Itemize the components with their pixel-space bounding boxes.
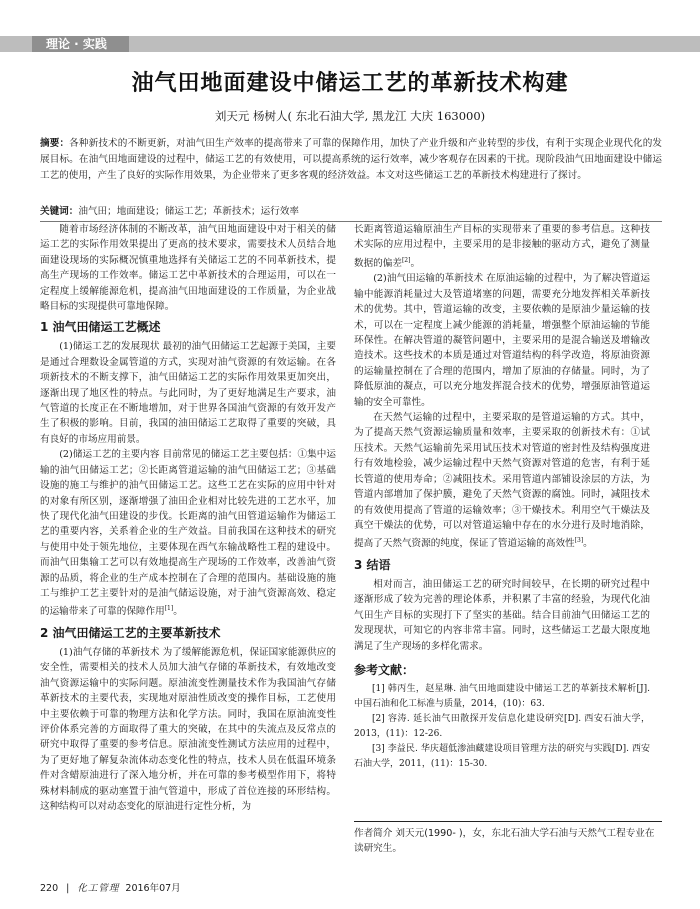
reference-item: [3] 李益民. 华庆超低渗油藏建设项目管理方法的研究与实践[D]. 西安石油大学，2011，(11)：15-30. <box>354 743 650 769</box>
author-bio: 作者简介 刘天元(1990- )，女，东北石油大学石油与天然气工程专业在读研究生。 <box>354 828 655 854</box>
section-heading-3: 3 结语 <box>354 557 391 572</box>
footer-separator: | <box>66 883 70 894</box>
citation-1: [1] <box>164 605 174 613</box>
keywords <box>40 204 662 219</box>
paragraph-1-2 <box>40 447 336 620</box>
reference-item: [1] 韩丙生，赵星琳. 油气田地面建设中储运工艺的革新技术解析[J]. 中国石油和化工标准与质量，2014，(10)：63. <box>354 683 650 709</box>
paragraph-2-3 <box>354 410 650 552</box>
paragraph-1-1: (1)储运工艺的发展现状 最初的油气田储运工艺起源于美国，主要是通过合理数设金属管道的方式，实现对油气资源的有效运输。在各项新技术的不断支撑下，油气田储运工艺的实际作用效果更加突出，逐渐出现了地区性的特点。与此同时，为了更好地满足生产要求，油气管道的长度正在不断地增加，对于世界各国油气资源的有效开发产生了积极的影响。目前，我国的油田储运工艺取得了重要的突破，具有良好的市场应用前景。 <box>40 341 336 445</box>
section-heading-2: 2 油气田储运工艺的主要革新技术 <box>40 625 221 640</box>
keywords-text: 油气田；地面建设；储运工艺；革新技术；运行效率 <box>78 206 300 217</box>
keywords-label: 关键词： <box>40 206 79 217</box>
author-bio-divider <box>354 821 662 822</box>
continued-paragraph-tail: 。 <box>410 258 421 269</box>
right-column <box>354 222 650 772</box>
reference-item: [2] 容涛. 延长油气田散探开发信息化建设研究[D]. 西安石油大学，2013，(11)：12-26. <box>354 713 650 739</box>
citation-2: [2] <box>401 256 411 264</box>
left-column <box>40 222 336 814</box>
paragraph-2-3-tail: 。 <box>583 538 593 550</box>
intro-paragraph: 随着市场经济体制的不断改革，油气田地面建设中对于相关的储运工艺的实际作用效果提出了更高的技术要求，需要技术人员结合地面建设现场的实际概况慎重地选择有关储运工艺的不同革新技术，提高生产现场的工作效率。储运工艺中革新技术的合理运用，可以在一定程度上缓解能源危机，提高油气田地面建设的工作质量，为企业战略目标的实现提供可靠地保障。 <box>40 224 336 313</box>
article-title: 油气田地面建设中储运工艺的革新技术构建 <box>131 71 569 96</box>
paragraph-2-1: (1)油气存储的革新技术 为了缓解能源危机，保证国家能源供应的安全性，需要相关的技术人员加大油气存储的革新技术，有效地改变油气资源运输中的实际问题。原油流变性测量技术作为我国油气存储革新技术的主要代表，实现地对原油性质改变的操作目标，工艺使用中主要依赖于可靠的物理方法和化学方法。同时，我国在原油流变性评价体系完善的方面取得了重大的突破，在其中的失流点及反常点的研究中取得了重要的参考信息。原油流变性测试方法应用的过程中，为了更好地了解复杂流体动态变化性的特点，技术人员在低温环境条件对含蜡原油进行了深入地分析，并在可靠的参考模型作用下，将特殊材料制成的驱动塞置于油气管道中，形成了首位连接的环形结构。这种结构可以对动态变化的原油进行定性分析，为 <box>40 646 336 812</box>
article-authors: 刘天元 杨树人( 东北石油大学, 黑龙江 大庆 163000) <box>214 109 486 123</box>
references-heading: 参考文献： <box>354 662 415 677</box>
abstract <box>40 136 662 183</box>
paragraph-2-3-text: 在天然气运输的过程中，主要采取的是管道运输的方式。其中，为了提高天然气资源运输质量和效率，主要采取的创新技术有：①试压技术。天然气运输前先采用试压技术对管道的密封性及结构强度进行有效地检验，减少运输过程中天然气资源对管道的危害，有利于延长管道的使用寿命；②减阻技术。采用管道内部铺设涂层的方法，为管道内部增加了保护膜，避免了天然气资源的腐蚀。同时，减阻技术的有效使用提高了管道的运输效率；③干燥技术。利用空气干燥法及真空干燥法的优势，可以对管道运输中存在的水分进行及时地消除，提高了天然气资源的纯度，保证了管道运输的高效性 <box>354 412 650 550</box>
section-tab: 理论 · 实践 <box>32 36 129 52</box>
issue-date: 2016年07月 <box>125 883 181 894</box>
page-number: 220 <box>40 883 59 894</box>
citation-3: [3] <box>574 537 584 545</box>
paragraph-1-2-tail: 。 <box>173 606 183 618</box>
conclusion-paragraph: 相对而言，油田储运工艺的研究时间较早，在长期的研究过程中逐渐形成了较为完善的理论体系，并积累了丰富的经验，为现代化油气田生产目标的实现打下了坚实的基础。结合目前油气田储运工艺的发现现状，可知它的内容非常丰富。同时，这些储运工艺最大限度地满足了生产现场的多样化需求。 <box>354 578 650 652</box>
paragraph-1-2-text: (2)储运工艺的主要内容 目前常见的储运工艺主要包括：①集中运输的油气田储运工艺；②长距离管道运输的油气田储运工艺；③基础设施的施工与维护的油气田储运工艺。这些工艺在实际的应用中针对的对象有所区别，逐渐增强了油田企业相对比较先进的工艺水平，加快了现代化油气田建设的步伐。长距离的油气田管道运输作为储运工艺的重要内容，关系着企业的生产效益。目前我国在这种技术的研究与使用中处于领先地位，主要体现在西气东输战略性工程的建设中。而油气田集输工艺可以有效地提高生产现场的工作效率，改善油气资源的品质，将企业的生产成本控制在了合理的范围内。基础设施的施工与维护工艺主要针对的是油气储运设施，对于油气资源高效、稳定的运输带来了可靠的保障作用 <box>40 449 336 618</box>
abstract-label: 摘要： <box>40 138 70 149</box>
journal-name: 化工管理 <box>77 883 120 894</box>
continued-paragraph-text: 长距离管道运输原油生产目标的实现带来了重要的参考信息。这种技术实际的应用过程中，主要采用的是非接触的驱动方式，避免了测量数据的偏差 <box>354 224 650 269</box>
section-heading-1: 1 油气田储运工艺概述 <box>40 320 161 335</box>
page-footer <box>40 880 181 894</box>
abstract-text: 各种新技术的不断更新，对油气田生产效率的提高带来了可靠的保障作用，加快了产业升级和产业转型的步伐，有利于实现企业现代化的发展目标。在油气田地面建设的过程中，储运工艺的有效使用，可以提高系统的运行效率，减少客观存在因素的干扰。现阶段油气田地面建设中储运工艺的使用，产生了良好的实际作用效果，为企业带来了更多客观的经济效益。本文对这些储运工艺的革新技术构建进行了探讨。 <box>40 138 663 181</box>
continued-paragraph <box>354 222 650 271</box>
paragraph-2-2: (2)油气田运输的革新技术 在原油运输的过程中，为了解决管道运输中能源消耗量过大及管道堵塞的问题，需要充分地发挥相关革新技术的优势。其中，管道运输的改变，主要依赖的是原油少量运输的技术，可以在一定程度上减少能源的消耗量，增强整个原油运输的节能环保性。在解决管道的凝管问题中，主要采用的是混合输送及增输改造技术。这些技术的本质是通过对管道结构的科学改造，将原油资源的运输量控制在了合理的范围内，增加了原油的存储量。同时，为了降低原油的凝点，可以充分地发挥混合技术的优势，增强原油管道运输的安全可靠性。 <box>354 273 650 408</box>
